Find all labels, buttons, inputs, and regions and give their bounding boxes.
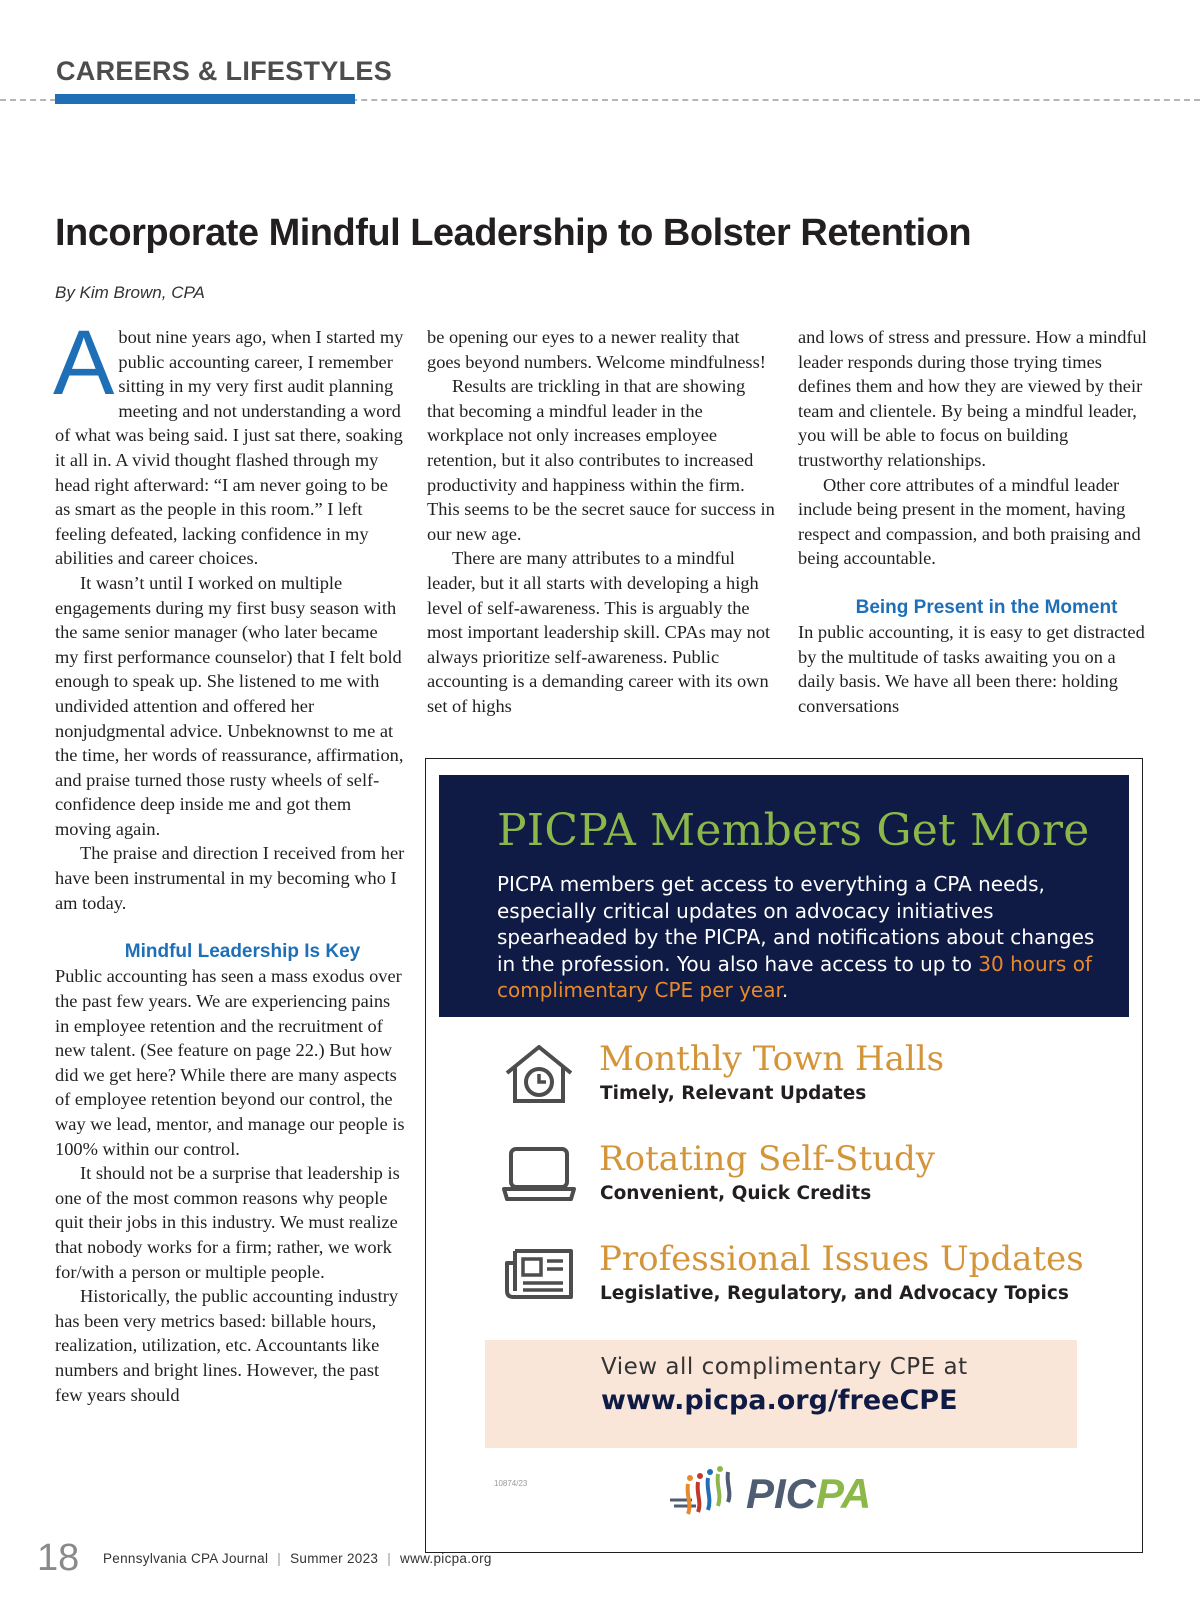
cta-box <box>485 1340 1077 1448</box>
footer-info: Pennsylvania CPA Journal | Summer 2023 | www.picpa.org <box>103 1551 492 1566</box>
picpa-advertisement <box>425 758 1143 1553</box>
article-title: Incorporate Mindful Leadership to Bolster Retention <box>55 212 972 254</box>
ad-code: 10874/23 <box>494 1479 528 1488</box>
feature-town-halls <box>501 1041 1101 1131</box>
footer-website-link[interactable]: www.picpa.org <box>400 1551 492 1566</box>
issue-date: Summer 2023 <box>290 1551 379 1566</box>
feature-subtitle: Timely, Relevant Updates <box>600 1083 867 1104</box>
paragraph: It wasn’t until I worked on multiple engagements during my first busy season with the same senior manager (who later became my first performance counselor) that I felt bold enough to speak up. She listened to me with undivided attention and offered her nonjudgmental advice. Unbeknownst to me at the time, her words of reassurance, affirmation, and praise turned those rusty wheels of self-confidence deep inside me and got them moving again. <box>55 572 404 839</box>
feature-title: Monthly Town Halls <box>599 1039 945 1079</box>
paragraph: About nine years ago, when I started my public accounting career, I remember sitting in my very first audit planning meeting and not understanding a word of what was being said. I just sat there, soaking it all in. A vivid thought flashed through my head right afterward: “I am never going to be as smart as the people in this room.” I left feeling defeated, lacking confidence in my abilities and career choices. <box>53 312 404 569</box>
feature-title: Rotating Self-Study <box>599 1139 935 1179</box>
ad-body-text: PICPA members get access to everything a CPA needs, especially critical updates on advocacy initiatives spearheaded by the PICPA, and notifications about changes in the profession. You also have access to up to 30 hours of complimentary CPE per year. <box>497 872 1095 1002</box>
paragraph: Other core attributes of a mindful leader include being present in the moment, having respect and compassion, and both praising and being accountable. <box>798 474 1141 569</box>
paragraph: In public accounting, it is easy to get distracted by the multitude of tasks awaiting you on a daily basis. We have all been there: holding conversations <box>798 622 1145 716</box>
article-column-1 <box>53 312 405 1407</box>
picpa-logo-mark-icon <box>666 1466 746 1518</box>
article-column-2 <box>427 325 777 719</box>
section-accent-bar <box>55 94 355 104</box>
ad-title: PICPA Members Get More <box>497 805 1090 856</box>
cta-text: View all complimentary CPE at <box>601 1354 968 1380</box>
subhead-being-present: Being Present in the Moment <box>855 596 1118 618</box>
paragraph: The praise and direction I received from her have been instrumental in my becoming who I am today. <box>55 843 405 913</box>
cta-url-link[interactable]: www.picpa.org/freeCPE <box>601 1385 958 1416</box>
paragraph: It should not be a surprise that leadership is one of the most common reasons why people quit their jobs in this industry. We must realize that nobody works for a firm; rather, we work for/with a person or multiple people. <box>55 1163 400 1282</box>
picpa-logo-text: PICPA <box>746 1470 872 1517</box>
paragraph: Historically, the public accounting industry has been very metrics based: billable hours, realization, utilization, etc. Accountants like numbers and bright lines. However, the past few years should <box>55 1286 399 1405</box>
paragraph: Results are trickling in that are showing that becoming a mindful leader in the workplace not only increases employee retention, but it also contributes to increased productivity and happiness within the firm. This seems to be the secret sauce for success in our new age. <box>427 376 775 544</box>
feature-title: Professional Issues Updates <box>599 1239 1084 1279</box>
publication-name: Pennsylvania CPA Journal <box>103 1551 269 1566</box>
feature-subtitle: Legislative, Regulatory, and Advocacy Topics <box>600 1283 1069 1304</box>
picpa-logo <box>666 1466 896 1526</box>
subhead-mindful-leadership: Mindful Leadership Is Key <box>124 940 361 962</box>
paragraph: be opening our eyes to a newer reality that goes beyond numbers. Welcome mindfulness! <box>427 327 766 372</box>
drop-cap: A <box>53 312 115 414</box>
laptop-icon <box>501 1141 577 1207</box>
ad-header-panel <box>439 775 1129 1017</box>
paragraph: Public accounting has seen a mass exodus over the past few years. We are experiencing pains in employee retention and the recruitment of new talent. (See feature on page 22.) But how did we get here? While there are many aspects of employee retention beyond our control, the way we lead, mentor, and manage our people is 100% within our control. <box>55 966 405 1159</box>
page-number: 18 <box>37 1537 80 1579</box>
newspaper-icon <box>501 1241 577 1307</box>
paragraph: and lows of stress and pressure. How a mindful leader responds during those trying times defines them and how they are viewed by their team and clientele. By being a mindful leader, you will be able to focus on building trustworthy relationships. <box>798 327 1147 470</box>
byline: By Kim Brown, CPA <box>55 283 205 302</box>
section-label: CAREERS & LIFESTYLES <box>56 56 393 86</box>
feature-self-study <box>501 1141 1101 1231</box>
article-column-3 <box>798 325 1150 719</box>
feature-subtitle: Convenient, Quick Credits <box>600 1183 872 1204</box>
cpe-highlight: 30 hours of complimentary CPE per year <box>497 951 1092 1002</box>
feature-issues-updates <box>501 1241 1101 1331</box>
paragraph: There are many attributes to a mindful leader, but it all starts with developing a high level of self-awareness. This is arguably the most important leadership skill. CPAs may not always prioritize self-awareness. Public accounting is a demanding career with its own set of highs <box>427 548 771 716</box>
house-clock-icon <box>501 1041 577 1107</box>
